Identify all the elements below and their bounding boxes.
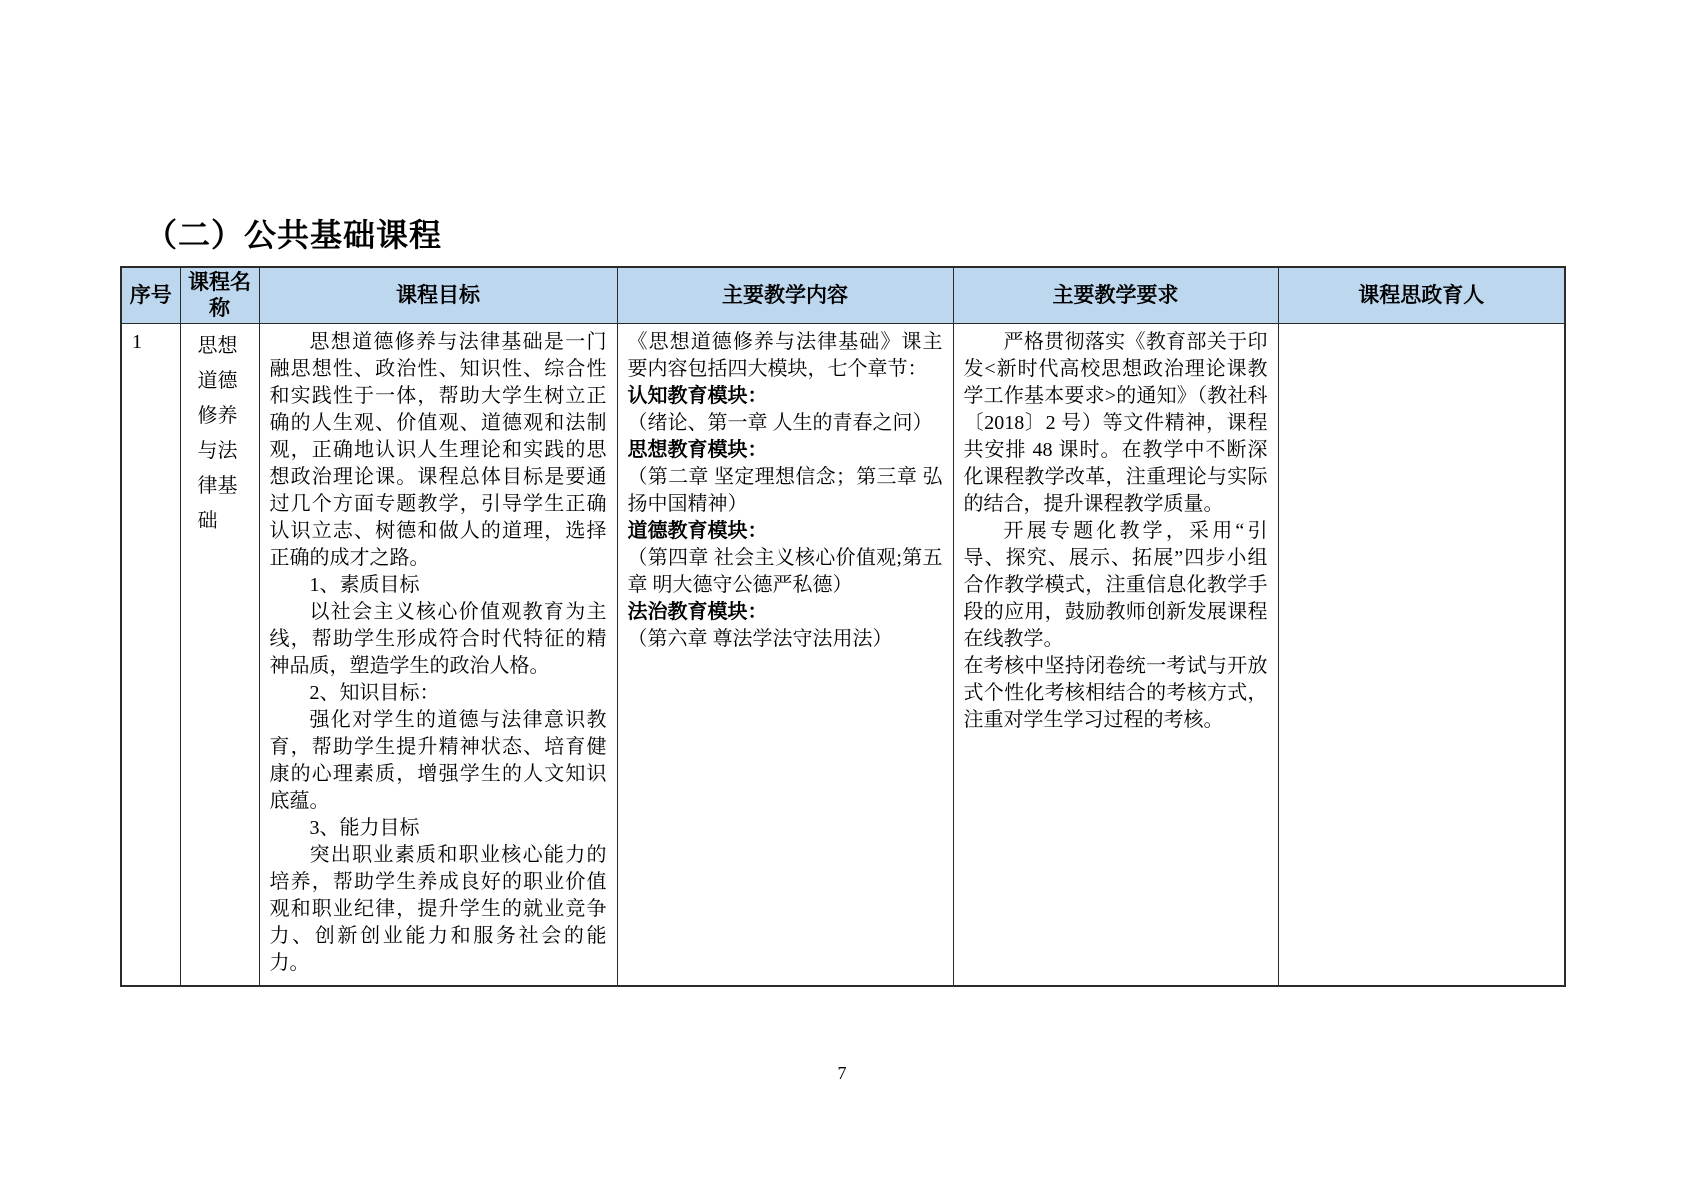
paragraph: 突出职业素质和职业核心能力的培养，帮助学生养成良好的职业价值观和职业纪律，提升学生的就业竞争力、创新创业能力和服务社会的能力。 [269, 844, 607, 974]
col-header-index: 序号 [121, 267, 180, 324]
paragraph: 2、知识目标： [309, 682, 440, 704]
module-heading: 认知教育模块： [627, 385, 768, 407]
courses-table [120, 266, 1566, 987]
paragraph: 开展专题化教学，采用“引导、探究、展示、拓展”四步小组合作教学模式，注重信息化教学手段的应用，鼓励教师创新发展课程在线教学。 [963, 520, 1268, 650]
paragraph: （第二章 坚定理想信念；第三章 弘扬中国精神） [627, 466, 943, 515]
paragraph: （第六章 尊法学法守法用法） [627, 628, 893, 650]
section-title: （二）公共基础课程 [145, 217, 443, 253]
cell-index: 1 [121, 324, 180, 987]
module-heading: 道德教育模块： [627, 520, 768, 542]
paragraph: 3、能力目标 [309, 817, 420, 839]
cell-requirements [953, 324, 1278, 987]
col-header-ideology: 课程思政育人 [1278, 267, 1565, 324]
paragraph: （绪论、第一章 人生的青春之问） [627, 412, 933, 434]
paragraph: 强化对学生的道德与法律意识教育，帮助学生提升精神状态、培育健康的心理素质，增强学生的人文知识底蕴。 [269, 709, 607, 812]
cell-objectives [259, 324, 617, 987]
col-header-content: 主要教学内容 [617, 267, 953, 324]
paragraph: （第四章 社会主义核心价值观;第五章 明大德守公德严私德） [627, 547, 943, 596]
table-header-row [121, 267, 1565, 324]
paragraph: 以社会主义核心价值观教育为主线，帮助学生形成符合时代特征的精神品质，塑造学生的政治人格。 [269, 601, 607, 677]
course-name-text: 思想道德修养与法律基础 [197, 335, 238, 532]
table-row [121, 324, 1565, 987]
col-header-course-name: 课程名称 [180, 267, 259, 324]
cell-content [617, 324, 953, 987]
paragraph: 《思想道德修养与法律基础》课主要内容包括四大模块，七个章节： [627, 331, 943, 380]
page-number: 7 [837, 1063, 847, 1083]
paragraph: 思想道德修养与法律基础是一门融思想性、政治性、知识性、综合性和实践性于一体，帮助大学生树立正确的人生观、价值观、道德观和法制观，正确地认识人生理论和实践的思想政治理论课。课程总体目标是要通过几个方面专题教学，引导学生正确认识立志、树德和做人的道理，选择正确的成才之路。 [269, 331, 607, 569]
col-header-objectives: 课程目标 [259, 267, 617, 324]
cell-course-name [180, 324, 259, 987]
paragraph: 严格贯彻落实《教育部关于印发<新时代高校思想政治理论课教学工作基本要求>的通知》（教社科〔2018〕2 号）等文件精神，课程共安排 48 课时。在教学中不断深化课程教学改革，注重理论与实际的结合，提升课程教学质量。 [963, 331, 1268, 515]
cell-ideology [1278, 324, 1565, 987]
paragraph: 1、素质目标 [309, 574, 420, 596]
col-header-requirements: 主要教学要求 [953, 267, 1278, 324]
module-heading: 思想教育模块： [627, 439, 768, 461]
module-heading: 法治教育模块： [627, 601, 768, 623]
paragraph: 在考核中坚持闭卷统一考试与开放式个性化考核相结合的考核方式，注重对学生学习过程的考核。 [963, 655, 1268, 731]
